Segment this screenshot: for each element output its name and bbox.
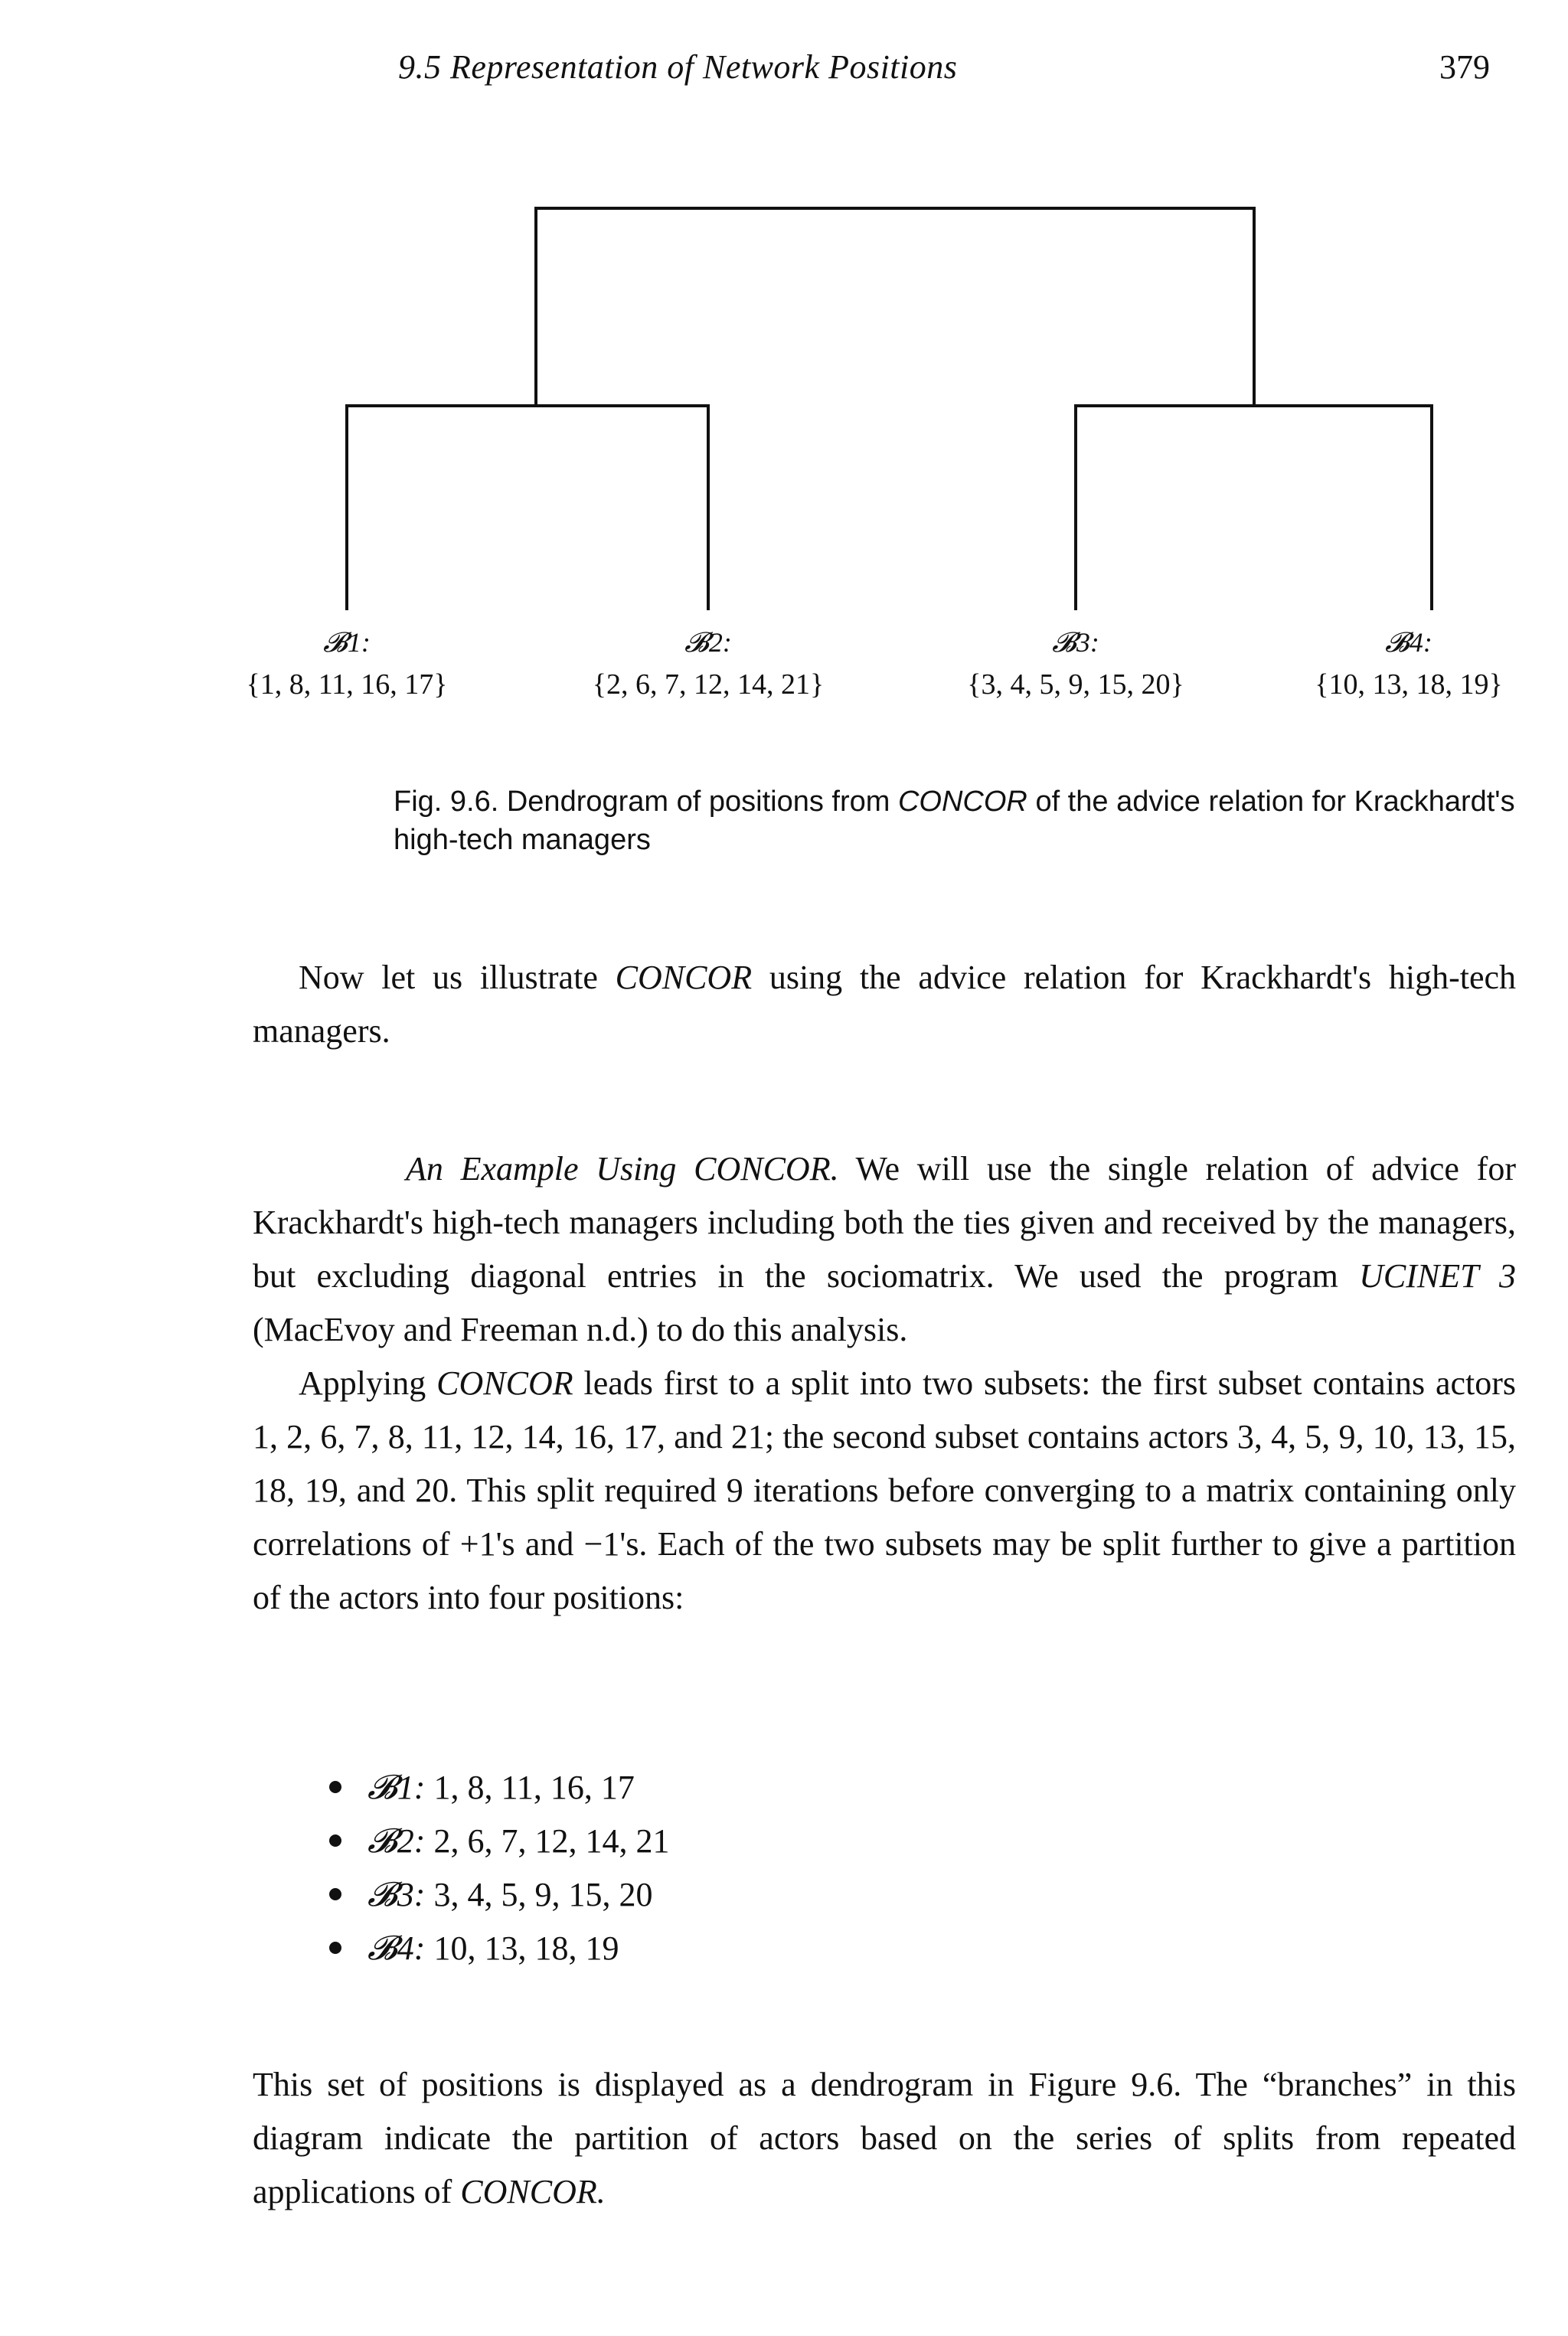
para2-program: UCINET 3: [1359, 1257, 1516, 1295]
leaf-1-members: {1, 8, 11, 16, 17}: [246, 668, 448, 701]
list-item: [329, 1815, 669, 1868]
paragraph-4: [253, 2058, 1516, 2219]
caption-text-1: Dendrogram of positions from: [506, 786, 890, 818]
para2-lead: An Example Using CONCOR.: [406, 1150, 839, 1188]
position-symbol: 𝓑3:: [368, 1876, 426, 1913]
paragraph-1: [253, 951, 1516, 1058]
para1-text-a: Now let us illustrate: [299, 959, 598, 996]
position-members: 2, 6, 7, 12, 14, 21: [433, 1822, 670, 1860]
leaf-3-members: {3, 4, 5, 9, 15, 20}: [967, 668, 1184, 701]
para3-text-b: leads first to a split into two subsets: the first subset contains actors 1, 2, 6, 7, 8, 11, 12, 14, 16, 17, and 21; the second subset contains actors 3, 4, 5, 9, 10, 13, 15, 18, 19, and 20. This split required 9 iterations before converging to a matrix containing only correlations of +1's and −1's. Each of the two subsets may be split further to give a partition of the actors into four positions:: [253, 1364, 1517, 1616]
position-members: 3, 4, 5, 9, 15, 20: [433, 1876, 653, 1913]
leaf-4-name: 𝓑4:: [1385, 627, 1432, 658]
position-symbol: 𝓑1:: [368, 1769, 426, 1806]
para3-text-a: Applying: [299, 1364, 426, 1402]
list-item: [329, 1922, 669, 1975]
figure-caption: [394, 782, 1527, 859]
para1-text-b: using the advice relation for Krackhardt's high-tech managers.: [253, 959, 1517, 1050]
leaf-4-members: {10, 13, 18, 19}: [1315, 668, 1503, 701]
para3-italic: CONCOR: [436, 1364, 573, 1402]
para2-text-b: (MacEvoy and Freeman n.d.) to do this analysis.: [253, 1311, 908, 1348]
leaf-3-name: 𝓑3:: [1052, 627, 1099, 658]
para4-text-a: This set of positions is displayed as a dendrogram in Figure 9.6. The “branches” in this diagram indicate the partition of actors based on the series of splits from repeated applications of: [253, 2066, 1516, 2210]
page-number: 379: [1439, 48, 1490, 86]
position-members: 1, 8, 11, 16, 17: [433, 1769, 635, 1806]
leaf-2-name: 𝓑2:: [684, 627, 732, 658]
list-item: [329, 1761, 669, 1815]
paragraph-2: [253, 1142, 1516, 1625]
caption-italic: CONCOR: [897, 786, 1027, 818]
leaf-1-name: 𝓑1:: [323, 627, 371, 658]
para1-italic: CONCOR: [615, 959, 753, 996]
para2-text-a: We will use the single relation of advice for Krackhardt's high-tech managers including both the ties given and received by the managers, but excluding diagonal entries in the sociomatrix. We used the program: [253, 1150, 1516, 1295]
position-members: 10, 13, 18, 19: [433, 1929, 619, 1967]
position-symbol: 𝓑4:: [368, 1929, 426, 1967]
para4-italic: CONCOR.: [460, 2173, 606, 2210]
list-item: [329, 1868, 669, 1922]
running-head: 9.5 Representation of Network Positions: [398, 48, 958, 86]
position-symbol: 𝓑2:: [368, 1822, 426, 1860]
dendrogram: [0, 0, 1568, 766]
caption-label: Fig. 9.6.: [394, 786, 499, 818]
leaf-2-members: {2, 6, 7, 12, 14, 21}: [592, 668, 825, 701]
caption-text-2: of the advice relation for Krackhardt's high-tech managers: [394, 786, 1515, 856]
positions-list: [329, 1761, 669, 1975]
